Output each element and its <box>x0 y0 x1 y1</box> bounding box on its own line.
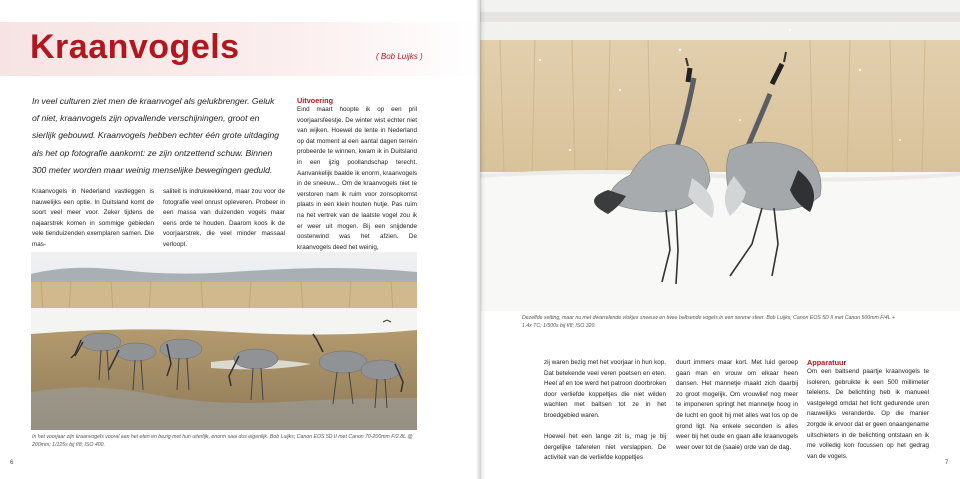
right-body-column-1: zij waren bezig met het voorjaar in hun kop. Dat betekende veel veren poetsen en eten. Heel af en toe werd het patroon doorbroken door verliefde koppeltjes die niet wilden wachten met baltsen tot ze in het broedgebied waren. Hoewel het een lange zit is, mag je bij dergelijke taferelen niet verslappen. De activiteit van de verliefde koppeltjes <box>544 359 666 462</box>
photo-caption-left: In het voorjaar zijn kraanvogels vooral aan het eten en bezig met hun uiterlijk, enorm saai dus eigenlijk. Bob Luijks; Canon EOS 5D II met Canon 70-200mm F/2.8L @ 200mm; 1/125s bij f/8; ISO 400. <box>32 434 413 449</box>
cranes-dancing-photo <box>480 0 960 311</box>
right-body-column-2: duurt immers maar kort. Met luid geroep gaan man en vrouw om elkaar heen dansen. Het mannetje maakt zich daarbij zo groot mogelijk. Om vrouwlief nog meer te imponeren springt het mannetje hoog in de lucht en gooit hij met alles wat los op de grond ligt. Na enkele seconden is alles weer bij het oude en gaan alle kraanvogels weer over tot de (saaie) orde van de dag. <box>676 359 798 451</box>
photo-caption-right: Dezelfde setting, maar nu met dwarrelende vlokjes sneeuw en twee baltsende vogels in een serene sfeer. Bob Luijks; Canon EOS 5D II met Canon 500mm F/4L + 1.4x TC; 1/500s bij f/8; ISO 320. <box>522 315 895 330</box>
page-number-left: 6 <box>10 460 14 466</box>
page-number-right: 7 <box>945 460 949 466</box>
author-credit: ( Bob Luijks ) <box>376 52 423 61</box>
right-page <box>480 0 960 479</box>
body-column-2: saliteit is indrukwekkend, maar zou voor de fotografie veel onrust opleveren. Probeer in een massa van duizenden vogels maar eens orde te houden. Daarom koos ik de voorjaarstrek, die veel minder massaal verloopt. <box>163 188 285 248</box>
intro-paragraph: In veel culturen ziet men de kraanvogel als gelukbrenger. Geluk of niet, kraanvogels zijn opvallende verschijningen, groot en sierlijk gebouwd. Kraanvogels hebben echter één grote uitdaging als het op fotografie aankomt: ze zijn ontzettend schuw. Binnen 300 meter worden maar weinig menselijke bewegingen geduld. <box>32 96 279 175</box>
right-body-column-3: Om een baltsend paartje kraanvogels te isoleren, gebruikte ik een 500 millimeter telelens. De belichting heb ik manueel vastgelegd omdat het licht gedurende uren nauwelijks veranderde. Op die manier zorgde ik ervoor dat er geen onaangename uitschieters in de belichting ontstaan en ik me volledig kon focussen op het gedrag van de vogels. <box>807 368 929 460</box>
cranes-feeding-photo <box>31 252 417 430</box>
page-gutter <box>476 0 486 479</box>
body-column-1: Kraanvogels in Nederland vastleggen is nauwelijks een optie. In Duitsland komt de soort veel meer voor. Zeker tijdens de najaarstrek komen in sommige gebieden vele tienduizenden exemplaren samen. Die mas- <box>32 188 154 248</box>
section-heading-uitvoering: Uitvoering <box>297 96 334 105</box>
body-column-3: Eind maart hoopte ik op een pril voorjaarsfeestje. De winter wist echter niet van wijken. Hoewel de lente in Nederland op dat moment al een aantal dagen terrein probeerde te winnen, kwam ik in Duitsland in een ijzig poollandschap terecht. Aanvankelijk baalde ik enorm, kraanvogels in de sneeuw... Om de kraanvogels niet te verstoren nam ik ruim voor zonsopkomst plaats in een klein houten hutje. Pas ruim na het vertrek van de laatste vogel zou ik er weer uit mogen. Bij een snijdende oostenwind was het afzien. De kraanvogels deed het weinig, <box>297 106 417 251</box>
section-heading-apparatuur: Apparatuur <box>807 358 847 367</box>
article-title: Kraanvogels <box>30 28 240 66</box>
